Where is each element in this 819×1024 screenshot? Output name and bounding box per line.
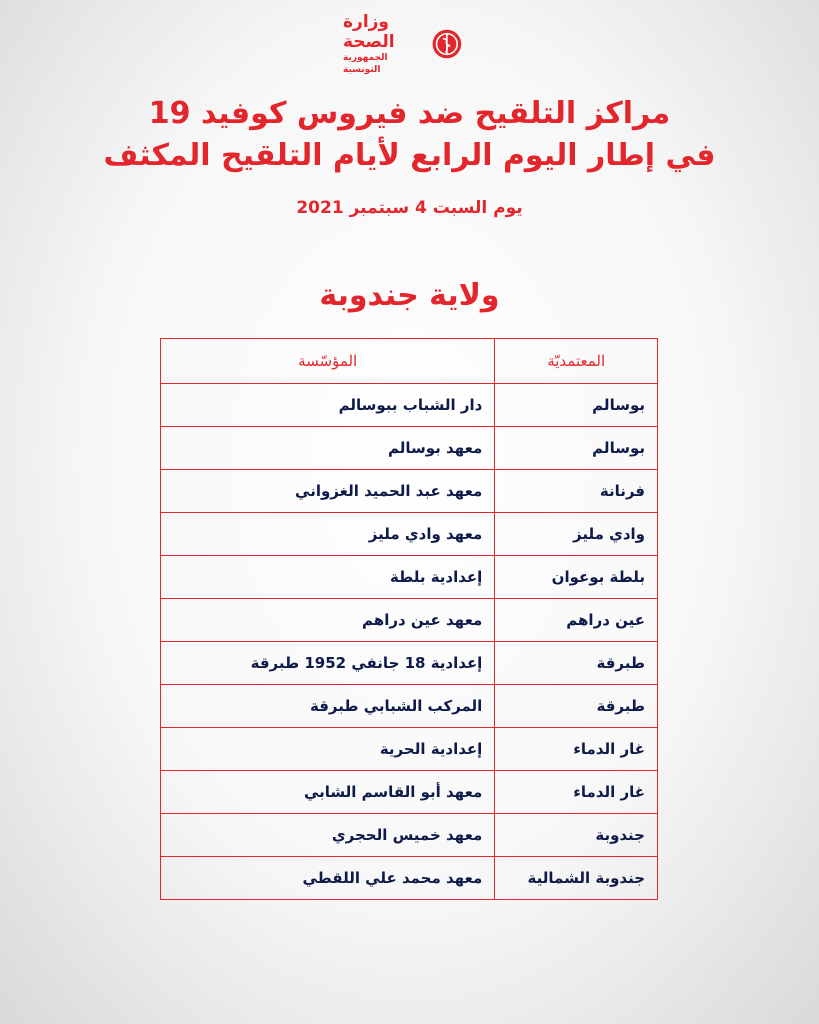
- table-row: [161, 642, 658, 685]
- ministry-logo: [343, 14, 463, 74]
- governorate-title: ولاية جندوبة: [319, 278, 500, 313]
- table-row: [161, 470, 658, 513]
- table-row: [161, 427, 658, 470]
- logo-name: وزارة الصحة: [343, 12, 395, 52]
- cell-delegation: بوسالم: [495, 427, 658, 470]
- cell-delegation: طبرقة: [495, 642, 658, 685]
- vaccination-centers-table: [160, 338, 658, 900]
- cell-delegation: غار الدماء: [495, 728, 658, 771]
- cell-delegation: فرنانة: [495, 470, 658, 513]
- cell-delegation: غار الدماء: [495, 771, 658, 814]
- page-title-line1: مراكز التلقيح ضد فيروس كوفيد 19: [148, 96, 671, 131]
- table-row: [161, 384, 658, 427]
- cell-institution: معهد عين دراهم: [161, 599, 495, 642]
- table-row: [161, 556, 658, 599]
- table-header-row: [161, 339, 658, 384]
- table-row: [161, 771, 658, 814]
- date-line: يوم السبت 4 سبتمبر 2021: [296, 198, 523, 218]
- cell-institution: معهد وادي مليز: [161, 513, 495, 556]
- table-row: [161, 685, 658, 728]
- cell-institution: إعدادية بلطة: [161, 556, 495, 599]
- cell-institution: معهد خميس الحجري: [161, 814, 495, 857]
- logo-text: [343, 12, 425, 76]
- table-row: [161, 728, 658, 771]
- table-row: [161, 814, 658, 857]
- cell-delegation: بلطة بوعوان: [495, 556, 658, 599]
- table-row: [161, 513, 658, 556]
- table-row: [161, 599, 658, 642]
- cell-delegation: بوسالم: [495, 384, 658, 427]
- logo-subtitle: الجمهورية التونسية: [343, 53, 388, 75]
- header-institution: المؤسّسة: [161, 339, 495, 384]
- cell-delegation: عين دراهم: [495, 599, 658, 642]
- ministry-emblem-icon: [431, 24, 463, 64]
- cell-institution: معهد بوسالم: [161, 427, 495, 470]
- table-row: [161, 857, 658, 900]
- cell-institution: إعدادية الحرية: [161, 728, 495, 771]
- page-title-line2: في إطار اليوم الرابع لأيام التلقيح المكثف: [103, 138, 716, 173]
- cell-institution: معهد أبو القاسم الشابي: [161, 771, 495, 814]
- cell-delegation: طبرقة: [495, 685, 658, 728]
- cell-delegation: وادي مليز: [495, 513, 658, 556]
- cell-institution: معهد عبد الحميد الغزواني: [161, 470, 495, 513]
- header-delegation: المعتمديّة: [495, 339, 658, 384]
- cell-delegation: جندوبة: [495, 814, 658, 857]
- cell-institution: المركب الشبابي طبرقة: [161, 685, 495, 728]
- cell-institution: دار الشباب ببوسالم: [161, 384, 495, 427]
- cell-institution: معهد محمد علي اللقطي: [161, 857, 495, 900]
- cell-institution: إعدادية 18 جانفي 1952 طبرقة: [161, 642, 495, 685]
- cell-delegation: جندوبة الشمالية: [495, 857, 658, 900]
